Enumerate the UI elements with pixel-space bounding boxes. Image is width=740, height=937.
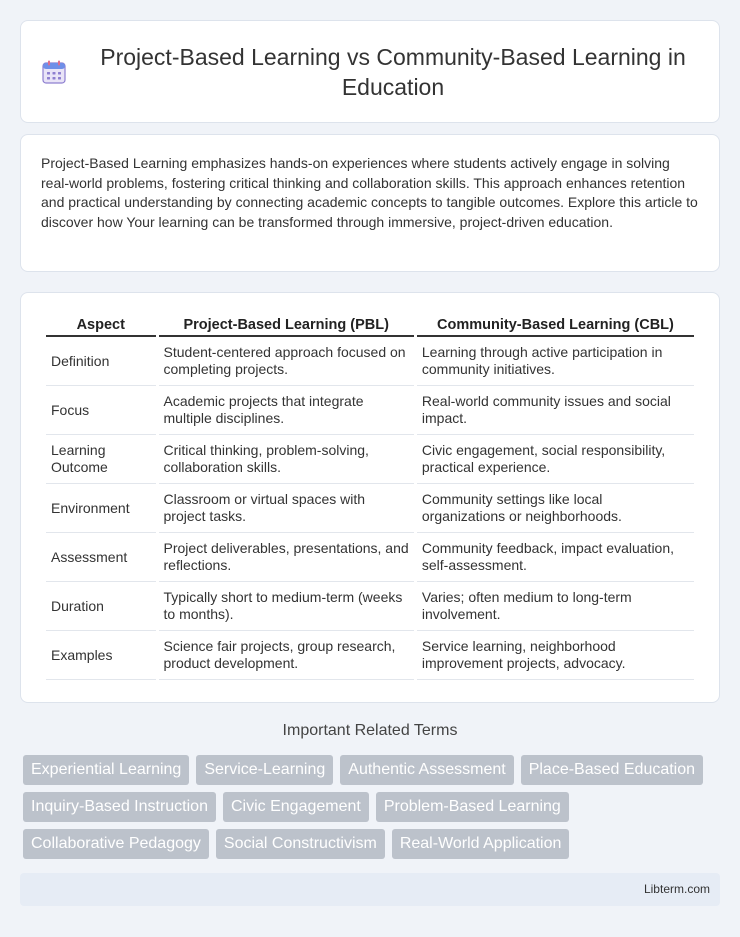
comparison-table-card — [20, 292, 720, 703]
footer — [20, 873, 720, 906]
row-pbl: Science fair projects, group research, product development. — [159, 631, 414, 680]
row-cbl: Community feedback, impact evaluation, self-assessment. — [417, 533, 694, 582]
row-aspect: Duration — [46, 582, 156, 631]
row-cbl: Learning through active participation in community initiatives. — [417, 337, 694, 386]
row-aspect: Environment — [46, 484, 156, 533]
table-row — [46, 386, 694, 435]
related-term-tag[interactable]: Authentic Assessment — [340, 755, 513, 785]
tag-row — [23, 755, 723, 785]
related-term-tag[interactable]: Real-World Application — [392, 829, 570, 859]
row-aspect: Learning Outcome — [46, 435, 156, 484]
row-cbl: Civic engagement, social responsibility, practical experience. — [417, 435, 694, 484]
related-term-tag[interactable]: Service-Learning — [196, 755, 333, 785]
table-row — [46, 631, 694, 680]
table-row — [46, 435, 694, 484]
related-term-tag[interactable]: Experiential Learning — [23, 755, 189, 785]
header-pbl: Project-Based Learning (PBL) — [159, 315, 414, 337]
related-term-tag[interactable]: Collaborative Pedagogy — [23, 829, 209, 859]
page-title: Project-Based Learning vs Community-Based Learning in Education — [100, 43, 686, 100]
related-term-tag[interactable]: Social Constructivism — [216, 829, 385, 859]
related-term-tag[interactable]: Place-Based Education — [521, 755, 703, 785]
row-pbl: Academic projects that integrate multiple disciplines. — [159, 386, 414, 435]
row-pbl: Critical thinking, problem-solving, collaboration skills. — [159, 435, 414, 484]
footer-brand-link[interactable]: Libterm.com — [643, 882, 710, 896]
row-pbl: Classroom or virtual spaces with project tasks. — [159, 484, 414, 533]
table-header-row — [46, 315, 694, 337]
table-row — [46, 582, 694, 631]
table-row — [46, 337, 694, 386]
row-pbl: Student-centered approach focused on completing projects. — [159, 337, 414, 386]
table-row — [46, 484, 694, 533]
header-card — [20, 20, 720, 123]
intro-card — [20, 134, 720, 272]
row-cbl: Varies; often medium to long-term involvement. — [417, 582, 694, 631]
related-terms-tags — [23, 755, 723, 866]
comparison-table — [43, 315, 697, 680]
related-term-tag[interactable]: Inquiry-Based Instruction — [23, 792, 216, 822]
row-cbl: Real-world community issues and social impact. — [417, 386, 694, 435]
row-aspect: Definition — [46, 337, 156, 386]
tag-row — [23, 792, 723, 822]
row-cbl: Service learning, neighborhood improvement projects, advocacy. — [417, 631, 694, 680]
tag-row — [23, 829, 723, 859]
calendar-icon — [41, 59, 67, 85]
intro-text: Project-Based Learning emphasizes hands-on experiences where students actively engage in solving real-world problems, fostering critical thinking and collaboration skills. This approach enhances retention and practical understanding by connecting academic concepts to tangible outcomes. Explore this article to discover how Your learning can be transformed through immersive, project-driven education. — [41, 155, 698, 230]
row-aspect: Examples — [46, 631, 156, 680]
row-pbl: Project deliverables, presentations, and reflections. — [159, 533, 414, 582]
header-aspect: Aspect — [46, 315, 156, 337]
row-aspect: Focus — [46, 386, 156, 435]
row-pbl: Typically short to medium-term (weeks to months). — [159, 582, 414, 631]
related-terms-title: Important Related Terms — [282, 722, 458, 739]
related-term-tag[interactable]: Civic Engagement — [223, 792, 369, 822]
table-row — [46, 533, 694, 582]
row-aspect: Assessment — [46, 533, 156, 582]
row-cbl: Community settings like local organizations or neighborhoods. — [417, 484, 694, 533]
header-cbl: Community-Based Learning (CBL) — [417, 315, 694, 337]
related-term-tag[interactable]: Problem-Based Learning — [376, 792, 569, 822]
